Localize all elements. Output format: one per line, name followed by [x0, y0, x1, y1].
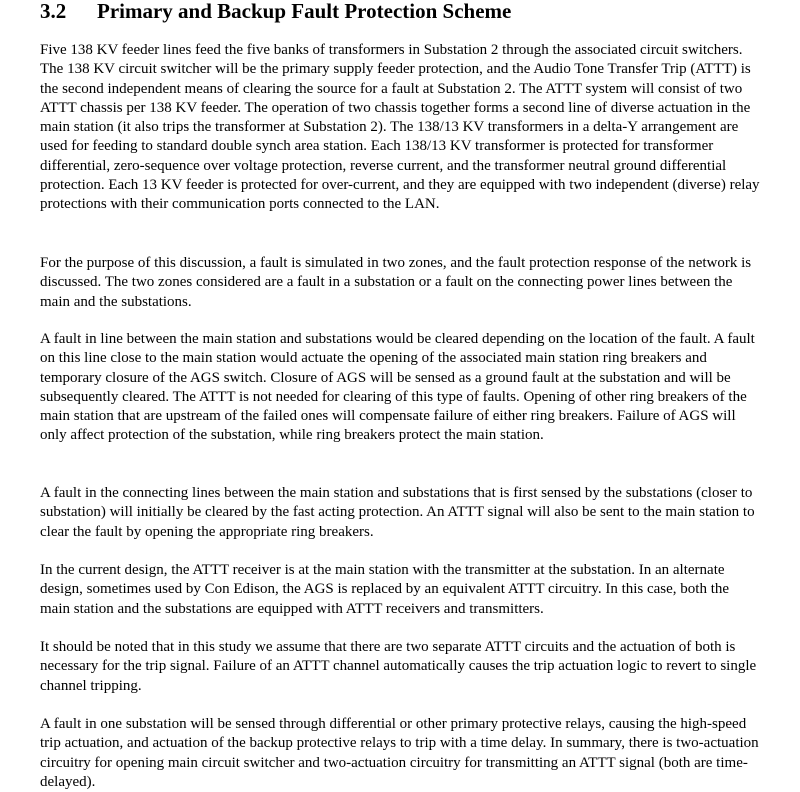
- section-title: Primary and Backup Fault Protection Scheme: [97, 0, 512, 23]
- paragraph-feeder-lines: Five 138 KV feeder lines feed the five banks of transformers in Substation 2 through the associated circuit switchers. The 138 KV circuit switcher will be the primary supply feeder protection, and the Audio Tone Transfer Trip (ATTT) is the second independent means of clearing the source for a fault at Substation 2. The ATTT system will consist of two ATTT chassis per 138 KV feeder. The operation of two chassis together forms a second line of diverse actuation in the main station (it also trips the transformer at Substation 2). The 138/13 KV transformers in a delta-Y arrangement are used for feeding to standard double synch area station. Each 138/13 KV transformer is protected for transformer differential, zero-sequence over voltage protection, reverse current, and the transformer neutral ground differential protection. Each 13 KV feeder is protected for over-current, and they are equipped with two independent (diverse) relay protections with their communication ports connected to the LAN.: [40, 42, 760, 213]
- paragraph-attt-circuits: It should be noted that in this study we assume that there are two separate ATTT circuits and the actuation of both is necessary for the trip signal. Failure of an ATTT channel automatically causes the trip actuation logic to revert to single channel tripping.: [40, 639, 757, 694]
- paragraph-line-fault: A fault in line between the main station and substations would be cleared depending on the location of the fault. A fault on this line close to the main station would actuate the opening of the associated main station ring breakers and temporary closure of the AGS switch. Closure of AGS will be sensed as a ground fault at the substation and will be subsequently cleared. The ATTT is not needed for clearing of this type of faults. Opening of other ring breakers of the main station that are upstream of the failed ones will compensate failure of either ring breakers. Failure of AGS will only affect protection of the substation, while ring breakers protect the main station.: [40, 331, 755, 444]
- section-number: 3.2: [40, 0, 67, 23]
- paragraph-connecting-lines: A fault in the connecting lines between the main station and substations that is first sensed by the substations (closer to substation) will initially be cleared by the fast acting protection. An ATTT signal will also be sent to the main station to clear the fault by opening the appropriate ring breakers.: [40, 485, 755, 540]
- paragraph-current-design: In the current design, the ATTT receiver is at the main station with the transmitter at the substation. In an alternate design, sometimes used by Con Edison, the AGS is replaced by an equivalent ATTT circuitry. In this case, both the main station and the substations are equipped with ATTT receivers and transmitters.: [40, 562, 730, 617]
- paragraph-fault-zones: For the purpose of this discussion, a fault is simulated in two zones, and the fault protection response of the network is discussed. The two zones considered are a fault in a substation or a fault on the connecting power lines between the main and the substations.: [40, 255, 752, 310]
- paragraph-substation-fault: A fault in one substation will be sensed through differential or other primary protective relays, causing the high-speed trip actuation, and actuation of the backup protective relays to trip with a time delay. In summary, there is two-actuation circuitry for opening main circuit switcher and two-actuation circuitry for transmitting an ATTT signal (both are time-delayed).: [40, 716, 759, 790]
- section-heading: [40, 0, 511, 23]
